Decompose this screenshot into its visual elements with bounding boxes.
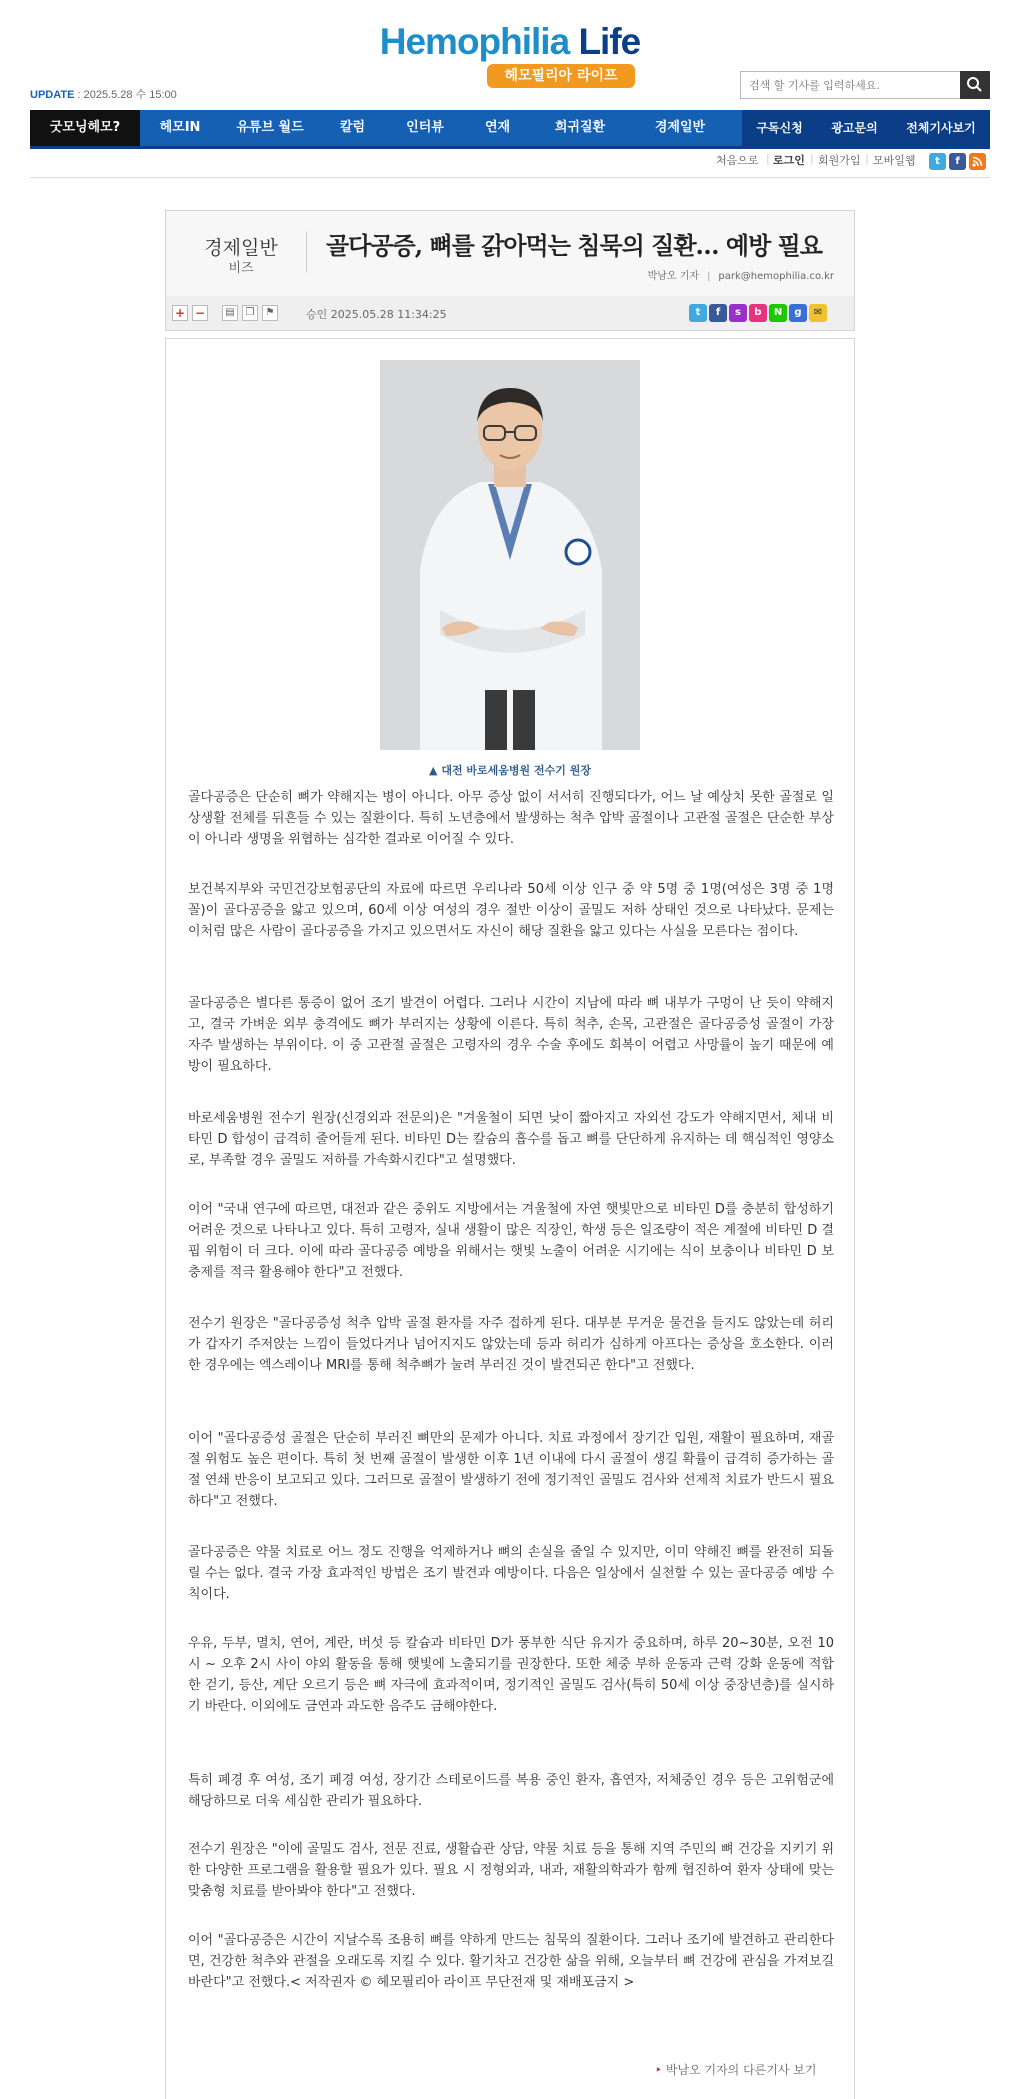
util-mobile-link[interactable]: 모바일웹 <box>873 154 916 167</box>
doctor-photo <box>380 360 640 750</box>
nav-item-ad-inquiry[interactable]: 광고문의 <box>831 121 878 135</box>
twitter-icon[interactable]: t <box>929 153 946 170</box>
article-header <box>165 210 855 297</box>
article-paragraph: 특히 폐경 후 여성, 조기 폐경 여성, 장기간 스테로이드를 복용 중인 환자, 흡연자, 저체중인 경우 등은 고위험군에 해당하므로 더욱 세심한 관리가 필요하다. <box>188 1773 834 1809</box>
article-paragraph: 보건복지부와 국민건강보험공단의 자료에 따르면 우리나라 50세 이상 인구 중 약 5명 중 1명(여성은 3명 중 1명꼴)이 골다공증을 앓고 있으며, 60세 이상 여성의 경우 절반 이상이 골밀도 저하 상태인 것으로 나타났다. 문제는 이처럼 많은 사람이 골다공증을 가지고 있으면서도 자신이 해당 질환을 앓고 있다는 사실을 모른다는 점이다. <box>188 882 834 939</box>
article-paragraph: 전수기 원장은 "이에 골밀도 검사, 전문 진료, 생활습관 상담, 약물 치료 등을 통해 지역 주민의 뼈 건강을 지키기 위한 다양한 프로그램을 활용할 필요가 있다. 필요 시 정형외과, 내과, 재활의학과가 함께 협진하여 환자 상태에 맞는 맞춤형 치료를 받아봐야 한다"고 전했다. <box>188 1842 834 1899</box>
util-signup-link[interactable]: 회원가입 <box>818 154 861 167</box>
section-name[interactable]: 경제일반 <box>204 237 278 259</box>
share-facebook-icon[interactable]: f <box>709 304 727 322</box>
author-name: 박남오 기자 <box>647 271 700 282</box>
nav-item-all-articles[interactable]: 전체기사보기 <box>906 121 976 135</box>
header-divider <box>30 177 990 178</box>
facebook-icon[interactable]: f <box>949 153 966 170</box>
approved-date: 승인 2025.05.28 11:34:25 <box>306 308 447 321</box>
print-icon[interactable]: ▤ <box>222 305 238 321</box>
nav-item-rare-disease[interactable]: 희귀질환 <box>554 120 606 135</box>
nav-right-group <box>742 110 990 146</box>
article-toolbar <box>165 296 855 331</box>
logo-word-2: Life <box>578 21 641 62</box>
photo-caption: ▲ 대전 바로세움병원 전수기 원장 <box>429 764 591 777</box>
doctor-illustration <box>380 360 640 750</box>
report-icon[interactable]: ⚑ <box>262 305 278 321</box>
article-paragraph: 전수기 원장은 "골다공증성 척추 압박 골절 환자를 자주 접하게 된다. 대부분 무거운 물건을 들지도 않았는데 허리가 갑자기 주저앉는 느낌이 들었다거나 넘어지지도 않았는데 등과 허리가 심하게 아프다는 증상을 호소한다. 이러한 경우에는 엑스레이나 MRI를 통해 척추뼈가 눌려 부러진 것이 발견되곤 한다"고 전했다. <box>188 1316 834 1373</box>
util-login-link[interactable]: 로그인 <box>773 154 805 167</box>
util-home-link[interactable]: 처음으로 <box>716 154 759 167</box>
copy-icon[interactable]: ❐ <box>242 305 258 321</box>
font-decrease-button[interactable]: − <box>192 305 208 321</box>
nav-item-hemoin[interactable]: 헤모IN <box>159 120 201 135</box>
share-band-icon[interactable]: b <box>749 304 767 322</box>
nav-item-series[interactable]: 연재 <box>484 120 511 135</box>
util-divider: | <box>810 152 814 165</box>
share-google-icon[interactable]: g <box>789 304 807 322</box>
search-box <box>740 71 990 99</box>
share-twitter-icon[interactable]: t <box>689 304 707 322</box>
nav-item-economy[interactable]: 경제일반 <box>654 120 706 135</box>
logo-text <box>375 20 645 64</box>
more-link-label: 박남오 기자의 다른기사 보기 <box>665 2063 817 2077</box>
logo-subtitle: 헤모필리아 라이프 <box>487 64 635 88</box>
nav-item-goodmorning[interactable]: 굿모닝헤모? <box>30 110 140 146</box>
article-paragraph: 골다공증은 약물 치료로 어느 정도 진행을 억제하거나 뼈의 손실을 줄일 수 있지만, 이미 약해진 뼈를 완전히 되돌릴 수는 없다. 결국 가장 효과적인 방법은 조기 발견과 예방이다. 다음은 일상에서 실천할 수 있는 골다공증 예방 수칙이다. <box>188 1545 834 1602</box>
article-paragraph: 골다공증은 별다른 통증이 없어 조기 발견이 어렵다. 그러나 시간이 지남에 따라 뼈 내부가 구멍이 난 듯이 약해지고, 결국 가벼운 외부 충격에도 뼈가 부러지는 상황에 이른다. 특히 척추, 손목, 고관절은 골다공증성 골절이 가장 자주 발생하는 부위이다. 이 중 고관절 골절은 고령자의 경우 수술 후에도 회복이 어렵고 사망률이 높기 때문에 예방이 필요하다. <box>188 996 834 1074</box>
header-separator <box>306 231 307 273</box>
logo-word-1: Hemophilia <box>379 21 570 62</box>
update-label: UPDATE <box>30 89 75 101</box>
update-date: : 2025.5.28 수 15:00 <box>74 89 177 101</box>
rss-icon[interactable] <box>969 153 986 170</box>
article-paragraph: 우유, 두부, 멸치, 연어, 계란, 버섯 등 칼슘과 비타민 D가 풍부한 식단 유지가 중요하며, 하루 20~30분, 오전 10시 ~ 오후 2시 사이 야외 활동을 통해 햇빛에 노출되기를 권장한다. 또한 체중 부하 운동과 근력 강화 운동에 적합한 걷기, 등산, 계단 오르기 등은 뼈 자극에 효과적이며, 정기적인 골밀도 검사(특히 50세 이상 중장년층)를 실시하기 바란다. 이외에도 금연과 과도한 음주도 금해야한다. <box>188 1636 834 1714</box>
article-paragraph: 바로세움병원 전수기 원장(신경외과 전문의)은 "겨울철이 되면 낮이 짧아지고 자외선 강도가 약해지면서, 체내 비타민 D 합성이 급격히 줄어들게 된다. 비타민 D는 칼슘의 흡수를 돕고 뼈를 단단하게 유지하는 데 핵심적인 영양소로, 부족할 경우 골밀도 저하를 가속화시킨다"고 설명했다. <box>188 1111 834 1168</box>
share-naver-icon[interactable]: N <box>769 304 787 322</box>
author-more-articles-link[interactable] <box>655 2061 816 2078</box>
article-paragraph: 이어 "골다공증성 골절은 단순히 부러진 뼈만의 문제가 아니다. 치료 과정에서 장기간 입원, 재활이 필요하며, 재골절 위험도 높은 편이다. 특히 첫 번째 골절이 발생한 이후 1년 이내에 다시 골절이 생길 확률이 급격히 증가하는 골절 연쇄 반응이 보고되고 있다. 그러므로 골절이 발생하기 전에 정기적인 골밀도 검사와 선제적 치료가 반드시 필요하다"고 전했다. <box>188 1431 834 1509</box>
byline: 박남오 기자 | park@hemophilia.co.kr <box>647 271 834 282</box>
nav-item-interview[interactable]: 인터뷰 <box>406 120 444 135</box>
nav-item-youtube[interactable]: 유튜브 월드 <box>236 120 304 135</box>
update-info <box>30 86 177 102</box>
article-paragraph: 이어 "국내 연구에 따르면, 대전과 같은 중위도 지방에서는 겨울철에 자연 햇빛만으로 비타민 D를 충분히 합성하기 어려운 것으로 나타나고 있다. 특히 고령자, 실내 생활이 많은 직장인, 학생 등은 일조량이 적은 계절에 비타민 D 결핍 위험이 더 크다. 이에 따라 골다공증 예방을 위해서는 햇빛 노출이 어려운 시기에는 식이 보충이나 비타민 D 보충제를 적극 활용해야 한다"고 전했다. <box>188 1202 834 1280</box>
search-icon <box>960 71 990 99</box>
search-button[interactable] <box>960 71 990 99</box>
util-divider: | <box>865 152 869 165</box>
share-email-icon[interactable]: ✉ <box>809 304 827 322</box>
article-title: 골다공증, 뼈를 갉아먹는 침묵의 질환… 예방 필요 <box>326 231 822 260</box>
subsection-name[interactable]: 비즈 <box>228 261 254 276</box>
article-paragraph: 이어 "골다공증은 시간이 지날수록 조용히 뼈를 약하게 만드는 침묵의 질환이다. 그러나 조기에 발견하고 관리한다면, 건강한 척추와 관절을 오래도록 지킬 수 있다. 활기차고 건강한 삶을 위해, 오늘부터 뼈 건강에 관심을 가져보길 바란다"고 전했다.< 저작권자 © 헤모필리아 라이프 무단전재 및 재배포금지 > <box>188 1933 834 1990</box>
search-input[interactable] <box>740 71 962 99</box>
main-nav <box>30 110 990 149</box>
font-increase-button[interactable]: + <box>172 305 188 321</box>
site-logo[interactable] <box>375 20 645 92</box>
author-email[interactable]: park@hemophilia.co.kr <box>718 271 834 282</box>
nav-item-subscribe[interactable]: 구독신청 <box>756 121 803 135</box>
article-paragraph: 골다공증은 단순히 뼈가 약해지는 병이 아니다. 아무 증상 없이 서서히 진행되다가, 어느 날 예상치 못한 골절로 일상생활 전체를 뒤흔들 수 있는 질환이다. 특히 노년층에서 발생하는 척추 압박 골절이나 고관절 골절은 단순한 부상이 아니라 생명을 위협하는 심각한 결과로 이어질 수 있다. <box>188 790 834 847</box>
rss-glyph <box>969 153 986 170</box>
util-divider: | <box>766 152 770 165</box>
nav-item-column[interactable]: 칼럼 <box>339 120 366 135</box>
arrow-icon: ‣ <box>655 2063 666 2077</box>
share-kakaostory-icon[interactable]: s <box>729 304 747 322</box>
